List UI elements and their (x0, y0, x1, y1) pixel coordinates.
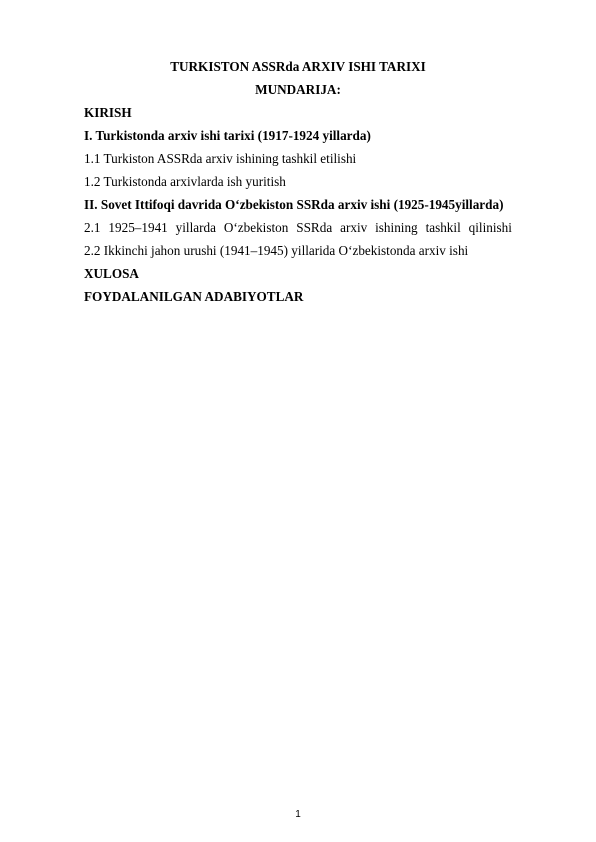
page-number: 1 (295, 809, 301, 820)
toc-word: ishining (375, 220, 418, 235)
toc-word: yillarda (175, 220, 216, 235)
toc-item-xulosa: XULOSA (84, 266, 139, 281)
toc-item-section-1-1: 1.1 Turkiston ASSRda arxiv ishining tashkil etilishi (84, 151, 357, 166)
toc-item-chapter-1: I. Turkistonda arxiv ishi tarixi (1917-1924 yillarda) (84, 128, 371, 143)
toc-word: 1925–1941 (108, 220, 168, 235)
toc-word: 2.1 (84, 220, 101, 235)
toc-word: arxiv (340, 220, 368, 235)
toc-item-section-2-2: 2.2 Ikkinchi jahon urushi (1941–1945) yillarida O‘zbekistonda arxiv ishi (84, 243, 469, 258)
toc-word: qilinishi (468, 220, 512, 235)
toc-item-references: FOYDALANILGAN ADABIYOTLAR (84, 289, 304, 304)
document-title: TURKISTON ASSRda ARXIV ISHI TARIXI (170, 59, 426, 74)
toc-word: SSRda (296, 220, 333, 235)
toc-item-chapter-2: II. Sovet Ittifoqi davrida O‘zbekiston SSRda arxiv ishi (1925-1945yillarda) (84, 197, 504, 212)
toc-item-section-1-2: 1.2 Turkistonda arxivlarda ish yuritish (84, 174, 286, 189)
toc-heading: MUNDARIJA: (255, 82, 341, 97)
toc-word: tashkil (425, 220, 461, 235)
toc-item-kirish: KIRISH (84, 105, 132, 120)
toc-item-section-2-1 (84, 220, 512, 236)
toc-word: O‘zbekiston (223, 220, 289, 235)
